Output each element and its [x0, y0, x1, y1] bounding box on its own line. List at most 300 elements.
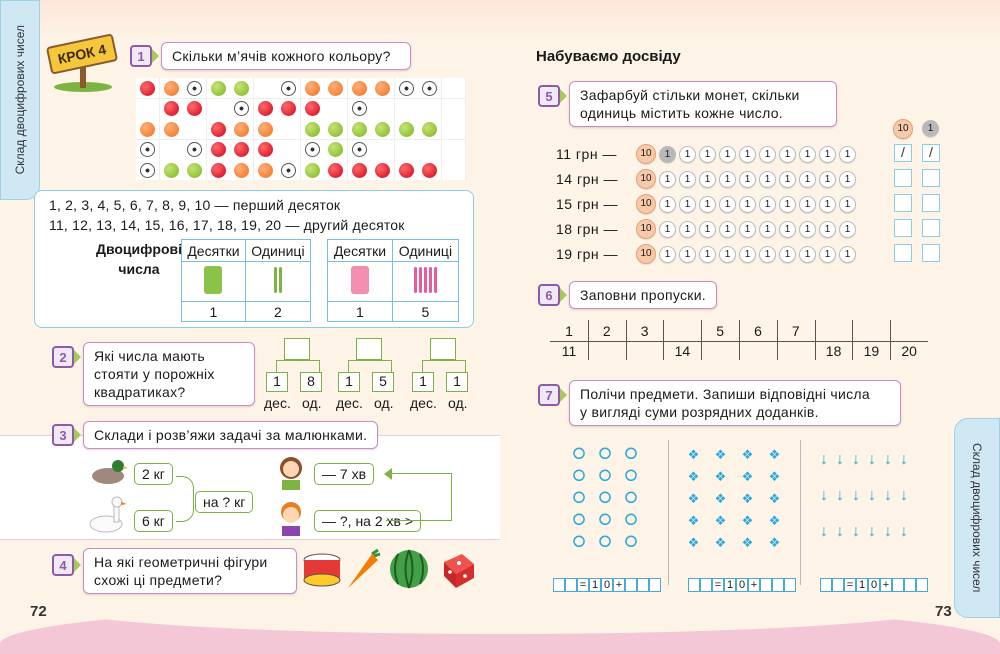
candy-icon: ❖ — [741, 535, 754, 550]
one-coin[interactable]: 1 — [759, 171, 776, 188]
one-coin[interactable]: 1 — [819, 196, 836, 213]
one-coin[interactable]: 1 — [679, 221, 696, 238]
number-line-top-cell: 2 — [602, 323, 611, 339]
sum-cell: = — [844, 578, 856, 592]
candy-icon: ❖ — [714, 535, 727, 550]
one-coin[interactable]: 1 — [779, 146, 796, 163]
carrot-icon: ↓ — [836, 487, 844, 504]
sum-cell[interactable] — [625, 578, 637, 592]
one-coin[interactable]: 1 — [839, 171, 856, 188]
girl-icon — [276, 454, 306, 490]
ball-cell — [254, 99, 277, 119]
ball-cell — [395, 99, 418, 119]
one-coin[interactable]: 1 — [699, 221, 716, 238]
task-4-text — [83, 548, 297, 594]
ball-cell — [348, 119, 371, 139]
ball-cell — [230, 78, 253, 98]
carrot-icon: ↓ — [900, 451, 908, 468]
sum-cell[interactable] — [820, 578, 832, 592]
one-coin[interactable]: 1 — [679, 246, 696, 263]
candy-icon: ❖ — [687, 535, 700, 550]
tens-answer-box[interactable] — [894, 244, 912, 262]
candy-icon: ❖ — [741, 469, 754, 484]
soccer-ball-icon — [140, 163, 155, 178]
task-number: 4 — [52, 554, 74, 576]
one-coin[interactable]: 1 — [699, 171, 716, 188]
ones-header: Одиниці — [245, 240, 310, 262]
one-coin[interactable]: 1 — [739, 196, 756, 213]
ones-answer-box[interactable] — [922, 169, 940, 187]
one-coin[interactable]: 1 — [659, 196, 676, 213]
stick-icon — [274, 267, 277, 293]
sum-cell[interactable] — [892, 578, 904, 592]
green-ball-icon — [328, 142, 343, 157]
ten-coin[interactable]: 10 — [636, 219, 656, 239]
candy-icon: ❖ — [714, 513, 727, 528]
green-ball-icon — [305, 122, 320, 137]
one-coin[interactable]: 1 — [839, 246, 856, 263]
stick-icon — [434, 267, 437, 293]
tens-answer-box[interactable] — [894, 169, 912, 187]
one-coin[interactable]: 1 — [739, 221, 756, 238]
red-ball-icon — [375, 163, 390, 178]
one-coin[interactable]: 1 — [779, 246, 796, 263]
task-7 — [538, 380, 901, 426]
ones-value: 5 — [392, 302, 458, 322]
apple-icon: ⭘ — [598, 446, 612, 463]
ball-cell — [348, 99, 371, 119]
ball-cell — [183, 160, 206, 180]
girl-time: — 7 хв — [314, 463, 374, 485]
apple-icon: ⭘ — [572, 534, 586, 551]
connector-line — [276, 360, 320, 372]
sum-cell: = — [712, 578, 724, 592]
number-line-bottom-cell: 14 — [674, 343, 691, 359]
right-side-tab — [954, 418, 1000, 618]
task-1 — [130, 42, 411, 70]
ball-cell — [277, 119, 300, 139]
one-coin[interactable]: 1 — [819, 146, 836, 163]
ball-cell — [442, 140, 465, 160]
task-7-line2: у вигляді суми розрядних доданків. — [580, 404, 819, 420]
two-digit-label-line2: числа — [118, 261, 160, 277]
tens-bundle-cell — [328, 262, 393, 302]
ball-cell — [442, 99, 465, 119]
number-line-bottom-cell: 18 — [825, 343, 842, 359]
soccer-ball-icon — [422, 81, 437, 96]
soccer-ball-icon — [305, 142, 320, 157]
task-3-text: Склади і розв’яжи задачі за малюнками. — [83, 421, 378, 449]
ball-cell — [207, 99, 230, 119]
ball-cell — [371, 99, 394, 119]
apple-icon: ⭘ — [598, 534, 612, 551]
red-ball-icon — [234, 142, 249, 157]
carrot-grid — [816, 442, 912, 550]
ball-cell — [207, 78, 230, 98]
number-line-bottom-cell: 20 — [901, 343, 917, 359]
task-number: 1 — [130, 45, 152, 67]
task-7-line1: Полічи предмети. Запиши відповідні числа — [580, 386, 870, 402]
separator — [668, 440, 669, 585]
candy-icon: ❖ — [768, 447, 781, 462]
candy-icon: ❖ — [741, 491, 754, 506]
carrot-icon: ↓ — [900, 523, 908, 540]
carrot-icon: ↓ — [836, 451, 844, 468]
candy-icon: ❖ — [714, 469, 727, 484]
ones-answer-box[interactable] — [922, 219, 940, 237]
page-number-right: 73 — [935, 603, 952, 620]
one-coin[interactable]: 1 — [759, 146, 776, 163]
orange-ball-icon — [352, 81, 367, 96]
ball-cell — [442, 78, 465, 98]
ones-answer-box[interactable]: / — [922, 144, 940, 162]
one-coin[interactable]: 1 — [719, 221, 736, 238]
section-title: Набуваємо досвіду — [536, 48, 681, 65]
tens-header: Десятки — [328, 240, 393, 262]
ball-cell — [183, 140, 206, 160]
stick-icon — [424, 267, 427, 293]
sum-cell: 1 — [589, 578, 601, 592]
carrot-icon: ↓ — [836, 523, 844, 540]
orange-ball-icon — [375, 81, 390, 96]
ball-cell — [230, 140, 253, 160]
place-value-table-12 — [181, 239, 311, 322]
sum-cell: 0 — [868, 578, 880, 592]
sum-cell: + — [880, 578, 892, 592]
sum-cell[interactable] — [772, 578, 784, 592]
ball-cell — [418, 78, 441, 98]
one-coin[interactable]: 1 — [719, 196, 736, 213]
one-coin[interactable]: 1 — [659, 146, 676, 163]
ball-cell — [230, 99, 253, 119]
one-coin[interactable]: 1 — [779, 196, 796, 213]
price-label: 11 грн — — [556, 146, 617, 162]
one-coin[interactable]: 1 — [699, 246, 716, 263]
number-line-top-cell: 6 — [754, 323, 762, 339]
tens-value: 1 — [328, 302, 393, 322]
ball-cell — [395, 140, 418, 160]
one-coin[interactable]: 1 — [719, 171, 736, 188]
task-6 — [538, 281, 717, 309]
task-1-text: Скільки м’ячів кожного кольору? — [161, 42, 411, 70]
ball-cell — [254, 160, 277, 180]
red-ball-icon — [328, 163, 343, 178]
task-2-text — [83, 342, 255, 406]
ball-cell — [371, 78, 394, 98]
ball-cell — [160, 78, 183, 98]
number-line-top-cell: 5 — [716, 323, 725, 339]
apple-icon: ⭘ — [598, 512, 612, 529]
one-coin[interactable]: 1 — [819, 246, 836, 263]
red-ball-icon — [211, 122, 226, 137]
carrot-icon: ↓ — [820, 487, 828, 504]
candy-icon: ❖ — [687, 469, 700, 484]
carrot-icon: ↓ — [868, 523, 876, 540]
one-coin[interactable]: 1 — [699, 146, 716, 163]
ball-cell — [160, 119, 183, 139]
sum-cell[interactable] — [637, 578, 649, 592]
sum-row-2[interactable] — [688, 578, 796, 592]
one-coin[interactable]: 1 — [659, 246, 676, 263]
one-coin[interactable]: 1 — [819, 171, 836, 188]
green-ball-icon — [352, 122, 367, 137]
ten-coin[interactable]: 10 — [636, 169, 656, 189]
ones-label: од. — [302, 395, 322, 411]
soccer-ball-icon — [281, 81, 296, 96]
green-ball-icon — [328, 122, 343, 137]
ball-cell — [301, 78, 324, 98]
ball-cell — [136, 78, 159, 98]
ball-cell — [348, 140, 371, 160]
boy-icon — [276, 500, 306, 536]
one-coin[interactable]: 1 — [659, 171, 676, 188]
soccer-ball-icon — [187, 81, 202, 96]
ball-cell — [277, 160, 300, 180]
carrot-icon: ↓ — [884, 451, 892, 468]
boy-time: — ?, на 2 хв > — [314, 510, 421, 532]
price-label: 18 грн — — [556, 221, 618, 237]
sum-cell[interactable] — [832, 578, 844, 592]
ball-cell — [254, 78, 277, 98]
red-ball-icon — [164, 101, 179, 116]
task-4-line2: схожі ці предмети? — [94, 572, 223, 588]
candy-icon: ❖ — [714, 491, 727, 506]
watermelon-icon — [388, 548, 430, 590]
red-ball-icon — [258, 101, 273, 116]
apple-icon: ⭘ — [572, 468, 586, 485]
soccer-ball-icon — [281, 163, 296, 178]
one-coin[interactable]: 1 — [719, 246, 736, 263]
ball-cell — [371, 160, 394, 180]
carrot-icon: ↓ — [884, 487, 892, 504]
one-coin[interactable]: 1 — [739, 171, 756, 188]
left-side-tab — [0, 0, 40, 200]
orange-ball-icon — [305, 81, 320, 96]
ball-cell — [160, 140, 183, 160]
weight-question: на ? кг — [195, 491, 253, 513]
soccer-ball-icon — [399, 81, 414, 96]
ball-cell — [160, 160, 183, 180]
candy-icon: ❖ — [687, 491, 700, 506]
orange-ball-icon — [234, 163, 249, 178]
one-coin[interactable]: 1 — [659, 221, 676, 238]
tens-answer-box[interactable] — [894, 194, 912, 212]
connector-line — [422, 360, 466, 372]
tens-header: Десятки — [182, 240, 246, 262]
soccer-ball-icon — [352, 101, 367, 116]
number-line — [550, 320, 928, 360]
one-coin[interactable]: 1 — [739, 146, 756, 163]
one-coin[interactable]: 1 — [799, 221, 816, 238]
apple-icon: ⭘ — [624, 490, 638, 507]
sum-cell[interactable] — [565, 578, 577, 592]
one-coin[interactable]: 1 — [799, 246, 816, 263]
price-label: 15 грн — — [556, 196, 618, 212]
ball-cell — [324, 140, 347, 160]
tens-bundle-cell — [182, 262, 246, 302]
sum-cell: + — [748, 578, 760, 592]
candy-icon: ❖ — [768, 513, 781, 528]
orange-ball-icon — [328, 81, 343, 96]
sum-cell: = — [577, 578, 589, 592]
green-ball-icon — [375, 122, 390, 137]
ball-cell — [183, 99, 206, 119]
sum-row-1[interactable] — [553, 578, 661, 592]
coin-row — [556, 194, 859, 214]
ball-cell — [183, 78, 206, 98]
stick-icon — [419, 267, 422, 293]
ball-cell — [418, 119, 441, 139]
sum-cell[interactable] — [553, 578, 565, 592]
apple-grid — [566, 444, 644, 554]
two-digit-label-line1: Двоцифрові — [95, 241, 182, 257]
carrot-icon: ↓ — [868, 487, 876, 504]
dice-icon — [438, 550, 478, 590]
ball-cell — [301, 160, 324, 180]
goose-weight: 6 кг — [134, 510, 173, 532]
one-coin[interactable]: 1 — [679, 146, 696, 163]
task-5 — [538, 81, 837, 127]
task-3 — [52, 421, 378, 449]
one-coin[interactable]: 1 — [719, 146, 736, 163]
one-coin[interactable]: 1 — [839, 196, 856, 213]
task-5-line1: Зафарбуй стільки монет, скільки — [580, 87, 800, 103]
time-arrow-line — [386, 473, 452, 521]
ball-cell — [418, 160, 441, 180]
one-coin[interactable]: 1 — [839, 146, 856, 163]
empty-answer-box[interactable] — [284, 338, 310, 360]
ball-cell — [324, 78, 347, 98]
tens-box — [34, 190, 474, 328]
apple-icon: ⭘ — [572, 446, 586, 463]
soccer-ball-icon — [140, 142, 155, 157]
one-coin[interactable]: 1 — [819, 221, 836, 238]
red-ball-icon — [352, 163, 367, 178]
carrot-icon: ↓ — [884, 523, 892, 540]
ones-header: Одиниці — [392, 240, 458, 262]
candy-icon: ❖ — [768, 535, 781, 550]
sum-cell[interactable] — [904, 578, 916, 592]
green-ball-icon — [399, 122, 414, 137]
ball-cell — [136, 119, 159, 139]
sum-cell[interactable] — [700, 578, 712, 592]
ball-cell — [277, 78, 300, 98]
ball-cell — [254, 119, 277, 139]
ones-value: 2 — [245, 302, 310, 322]
orange-ball-icon — [140, 122, 155, 137]
one-coin[interactable]: 1 — [759, 221, 776, 238]
one-coin[interactable]: 1 — [679, 171, 696, 188]
tens-answer-box[interactable]: / — [894, 144, 912, 162]
candy-icon: ❖ — [714, 447, 727, 462]
sum-row-3[interactable] — [820, 578, 928, 592]
sum-cell[interactable] — [760, 578, 772, 592]
separator — [800, 440, 801, 585]
ball-grid — [136, 78, 466, 180]
sum-cell[interactable] — [649, 578, 661, 592]
number-line-bottom-cell: 19 — [863, 343, 880, 359]
apple-icon: ⭘ — [598, 490, 612, 507]
sum-cell: 1 — [724, 578, 736, 592]
tens-digit: 1 — [412, 372, 434, 392]
ball-cell — [301, 140, 324, 160]
ball-cell — [418, 140, 441, 160]
carrot-icon: ↓ — [820, 523, 828, 540]
ones-answer-box[interactable] — [922, 194, 940, 212]
number-line-top-cell: 7 — [791, 323, 800, 339]
candy-icon: ❖ — [768, 491, 781, 506]
ball-cell — [395, 119, 418, 139]
header-ten-coin: 10 — [893, 119, 913, 139]
task-number: 6 — [538, 284, 560, 306]
tens-digit: 1 — [266, 372, 288, 392]
number-line-top-cell: 3 — [640, 323, 649, 339]
ball-cell — [301, 99, 324, 119]
carrot-icon: ↓ — [852, 523, 860, 540]
empty-answer-box[interactable] — [356, 338, 382, 360]
apple-icon: ⭘ — [572, 512, 586, 529]
ones-digit: 1 — [446, 372, 468, 392]
ball-cell — [301, 119, 324, 139]
ball-cell — [136, 99, 159, 119]
apple-icon: ⭘ — [624, 468, 638, 485]
red-ball-icon — [258, 142, 273, 157]
one-coin[interactable]: 1 — [799, 146, 816, 163]
green-ball-icon — [211, 81, 226, 96]
one-coin[interactable]: 1 — [759, 196, 776, 213]
ball-cell — [207, 160, 230, 180]
task-4 — [52, 548, 297, 594]
sum-cell[interactable] — [688, 578, 700, 592]
ten-coin[interactable]: 10 — [636, 194, 656, 214]
ten-coin[interactable]: 10 — [636, 244, 656, 264]
red-ball-icon — [281, 101, 296, 116]
one-coin[interactable]: 1 — [759, 246, 776, 263]
stick-icon — [429, 267, 432, 293]
one-coin[interactable]: 1 — [739, 246, 756, 263]
task-number: 5 — [538, 85, 560, 107]
tens-answer-box[interactable] — [894, 219, 912, 237]
ball-cell — [418, 99, 441, 119]
weight-bracket — [176, 476, 194, 522]
candy-icon: ❖ — [687, 513, 700, 528]
one-coin[interactable]: 1 — [799, 171, 816, 188]
ball-cell — [395, 78, 418, 98]
one-coin[interactable]: 1 — [779, 171, 796, 188]
one-coin[interactable]: 1 — [799, 196, 816, 213]
empty-answer-box[interactable] — [430, 338, 456, 360]
one-coin[interactable]: 1 — [679, 196, 696, 213]
one-coin[interactable]: 1 — [699, 196, 716, 213]
task-2 — [52, 342, 255, 406]
sum-cell[interactable] — [784, 578, 796, 592]
ones-answer-box[interactable] — [922, 244, 940, 262]
task-5-line2: одиниць містить кожне число. — [580, 105, 783, 121]
ten-coin[interactable]: 10 — [636, 144, 656, 164]
ball-cell — [254, 140, 277, 160]
ball-cell — [277, 99, 300, 119]
tens-line-1: 1, 2, 3, 4, 5, 6, 7, 8, 9, 10 — перший десяток — [49, 197, 341, 213]
one-coin[interactable]: 1 — [779, 221, 796, 238]
right-side-tab-label: Склад двоцифрових чисел — [970, 443, 984, 593]
task-2-line1: Які числа мають — [94, 348, 206, 364]
krok-label: КРОК 4 — [46, 33, 118, 75]
sum-cell[interactable] — [916, 578, 928, 592]
one-coin[interactable]: 1 — [839, 221, 856, 238]
stick-icon — [414, 267, 417, 293]
task-2-line2: стояти у порожніх — [94, 366, 215, 382]
ones-sticks-cell — [245, 262, 310, 302]
